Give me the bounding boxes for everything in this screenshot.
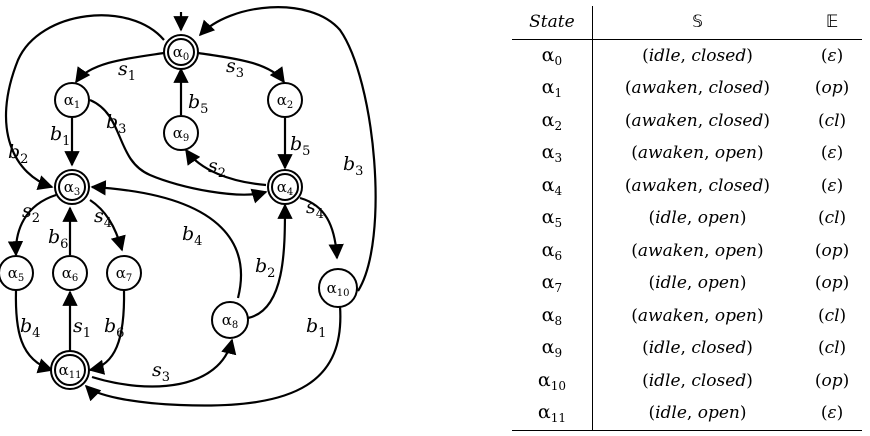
state-node [164, 116, 198, 150]
svg-text:α6: $\alpha_6$ [61, 264, 79, 284]
edge-label: $s_4$ [94, 205, 113, 231]
state-node [107, 256, 141, 290]
edge-label: $b_5$ [188, 91, 209, 117]
cell-s: (idle, closed) [642, 45, 753, 66]
s-second: open [714, 143, 758, 164]
cell-state [512, 202, 592, 235]
edge-label: $b_4$ [182, 223, 203, 249]
s-second: open [697, 208, 740, 229]
cell-e: (ε) [802, 397, 862, 430]
e-value: ε [827, 175, 837, 196]
s-second: open [714, 240, 758, 261]
table-row [512, 105, 862, 138]
s-second: closed [691, 338, 747, 359]
cell-e: (ε) [820, 143, 844, 164]
header-s: 𝕊 [592, 6, 802, 39]
state-index: 8 [554, 313, 563, 328]
state-index: 0 [554, 53, 563, 68]
state-symbol: α [541, 271, 555, 294]
edge-a2-a0 [200, 7, 376, 291]
table-row [512, 235, 862, 268]
state-symbol: α [541, 303, 555, 326]
e-value: cl [824, 305, 840, 326]
s-first: idle [655, 403, 687, 424]
e-value: ε [827, 45, 837, 66]
s-first: idle [648, 338, 681, 359]
edge-label: $b_6$ [104, 315, 125, 341]
s-first: awaken [637, 240, 705, 261]
cell-e: (cl) [817, 208, 847, 229]
cell-e: (op) [814, 240, 850, 261]
state-node [51, 351, 89, 389]
state-index: 6 [554, 248, 563, 263]
cell-s: (awaken, open) [631, 305, 764, 326]
cell-s: (idle, open) [648, 208, 747, 229]
state-index: 4 [554, 183, 563, 198]
edge-label: $b_1$ [306, 315, 327, 341]
svg-text:α11: $\alpha_{11}$ [58, 361, 82, 381]
s-first: idle [655, 273, 687, 294]
cell-s: (awaken, open) [631, 143, 764, 164]
header-state: State [512, 6, 592, 39]
cell-s: (idle, open) [648, 273, 747, 294]
state-node [55, 83, 89, 117]
cell-s: (awaken, closed) [624, 78, 771, 99]
state-symbol: α [541, 173, 555, 196]
state-node [319, 269, 357, 307]
state-symbol: α [541, 336, 555, 359]
state-node [55, 170, 89, 204]
header-e: 𝔼 [802, 6, 862, 39]
state-symbol: α [537, 401, 551, 424]
s-first: awaken [637, 143, 705, 164]
state-index: 5 [554, 216, 563, 231]
state-node [212, 302, 248, 338]
cell-state [512, 300, 592, 333]
s-second: closed [708, 78, 764, 99]
state-symbol: α [537, 368, 551, 391]
cell-s: (awaken, open) [631, 240, 764, 261]
table-row [512, 202, 862, 235]
cell-e: (op) [814, 78, 850, 99]
svg-text:α5: $\alpha_5$ [7, 264, 25, 284]
state-index: 1 [554, 86, 563, 101]
svg-text:α7: $\alpha_7$ [115, 264, 133, 284]
table-header-row [512, 6, 862, 39]
cell-e: (cl) [817, 110, 847, 131]
svg-text:α10: $\alpha_{10}$ [326, 279, 350, 299]
table-row [512, 39, 862, 72]
svg-text:α9: $\alpha_9$ [172, 124, 190, 144]
cell-state [512, 365, 592, 398]
e-value: op [821, 78, 843, 99]
cell-state [512, 235, 592, 268]
edge-label: $b_1$ [50, 123, 71, 149]
state-index: 9 [554, 346, 563, 361]
table-row [512, 332, 862, 365]
cell-state [512, 39, 592, 72]
s-second: closed [708, 175, 764, 196]
svg-text:α0: $\alpha_0$ [172, 43, 190, 63]
s-second: open [714, 305, 758, 326]
state-index: 7 [554, 281, 563, 296]
state-symbol: α [541, 206, 555, 229]
cell-state [512, 137, 592, 170]
cell-s: (awaken, closed) [624, 175, 771, 196]
s-first: awaken [631, 110, 698, 131]
cell-e: (op) [814, 370, 850, 391]
edge-label: $s_2$ [208, 155, 227, 181]
state-symbol: α [541, 141, 555, 164]
table-row [512, 267, 862, 300]
cell-state [512, 332, 592, 365]
s-first: idle [655, 208, 687, 229]
state-symbol: α [541, 108, 555, 131]
edge-label: $s_3$ [152, 359, 171, 385]
s-second: open [697, 273, 740, 294]
state-node [268, 170, 302, 204]
e-value: op [821, 273, 843, 294]
table-row [512, 72, 862, 105]
svg-text:α3: $\alpha_3$ [63, 178, 81, 198]
cell-state [512, 397, 592, 430]
s-first: awaken [631, 175, 698, 196]
table-row [512, 137, 862, 170]
e-value: op [821, 370, 843, 391]
e-value: ε [827, 143, 837, 164]
e-value: ε [827, 403, 837, 424]
cell-s: (awaken, closed) [624, 110, 771, 131]
edge-label: $s_1$ [118, 58, 137, 84]
edge-label: $s_4$ [306, 196, 325, 222]
s-first: idle [648, 370, 681, 391]
s-first: awaken [631, 78, 698, 99]
table-body [512, 39, 862, 430]
s-first: awaken [637, 305, 705, 326]
s-first: idle [648, 45, 681, 66]
state-symbol: α [541, 238, 555, 261]
table-row [512, 170, 862, 203]
edge-label: $s_1$ [73, 315, 92, 341]
state-node [164, 35, 198, 69]
svg-text:α1: $\alpha_1$ [63, 91, 81, 111]
edge-label: $s_2$ [22, 200, 41, 226]
cell-state [512, 105, 592, 138]
table-row [512, 300, 862, 333]
edge-label: $b_3$ [106, 111, 127, 137]
edge-label: $b_3$ [343, 153, 364, 179]
state-node [268, 83, 302, 117]
cell-s: (idle, open) [592, 397, 802, 430]
table-row [512, 365, 862, 398]
state-node [53, 256, 87, 290]
e-value: cl [824, 110, 840, 131]
state-symbol: α [541, 76, 555, 99]
cell-e: (cl) [817, 338, 847, 359]
state-table [512, 6, 862, 431]
s-second: closed [691, 370, 747, 391]
edge-label: $b_6$ [48, 226, 69, 252]
edge-label: $b_2$ [255, 255, 276, 281]
state-node [0, 256, 33, 290]
svg-text:α2: $\alpha_2$ [276, 91, 294, 111]
cell-s: (idle, closed) [642, 370, 753, 391]
e-value: cl [824, 208, 840, 229]
cell-e: (op) [814, 273, 850, 294]
state-index: 11 [550, 411, 566, 426]
table-row [512, 397, 862, 430]
s-second: closed [708, 110, 764, 131]
edge-label: $b_4$ [20, 315, 41, 341]
svg-text:α4: $\alpha_4$ [276, 178, 294, 198]
e-value: op [821, 240, 843, 261]
cell-state [512, 170, 592, 203]
cell-state [512, 72, 592, 105]
cell-e: (ε) [820, 45, 844, 66]
cell-state [512, 267, 592, 300]
s-second: open [697, 403, 740, 424]
cell-e: (ε) [820, 175, 844, 196]
state-index: 10 [550, 378, 566, 393]
edge-label: $b_5$ [290, 133, 311, 159]
cell-s: (idle, closed) [642, 338, 753, 359]
e-value: cl [824, 338, 840, 359]
s-second: closed [691, 45, 747, 66]
state-symbol: α [541, 43, 555, 66]
cell-e: (cl) [817, 305, 847, 326]
state-index: 2 [554, 118, 563, 133]
edge-label: $s_3$ [226, 55, 245, 81]
state-index: 3 [554, 151, 563, 166]
svg-text:α8: $\alpha_8$ [221, 311, 239, 331]
state-table-container [512, 6, 862, 431]
edge-label: $b_2$ [8, 141, 29, 167]
